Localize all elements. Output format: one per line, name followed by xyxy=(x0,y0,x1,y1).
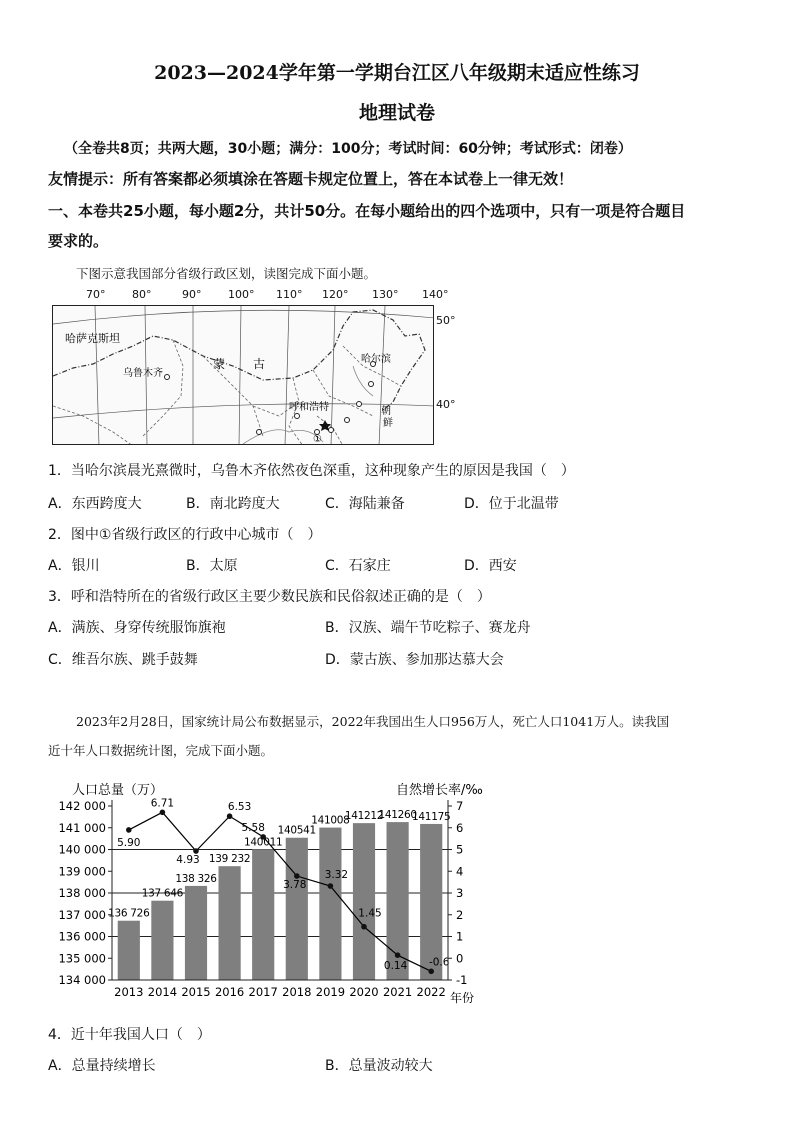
graticule xyxy=(53,306,434,445)
y-right-tick-label: 4 xyxy=(456,864,464,879)
growth-rate-label: 0.14 xyxy=(383,960,408,973)
option[interactable]: B．汉族、端午节吃粽子、赛龙舟 xyxy=(325,620,531,636)
label-marker-1: ① xyxy=(313,434,322,445)
label-mongolia-2: 古 xyxy=(253,357,266,371)
bar-value-label: 140541 xyxy=(277,824,316,837)
growth-rate-label: 5.58 xyxy=(241,821,265,834)
bar xyxy=(319,828,341,980)
longitude-labels xyxy=(86,288,449,302)
growth-rate-label: 5.90 xyxy=(117,836,141,849)
label-hohhot: 呼和浩特 xyxy=(289,402,329,413)
growth-rate-label: 4.93 xyxy=(176,854,200,867)
lat-label: 40° xyxy=(436,398,456,411)
bar-value-label: 141212 xyxy=(344,810,384,823)
x-tick-label: 2022 xyxy=(416,985,446,999)
province-borders xyxy=(53,340,401,445)
question-stem: 1．当哈尔滨晨光熹微时，乌鲁木齐依然夜色深重，这种现象产生的原因是我国（ ） xyxy=(48,463,575,479)
bar xyxy=(286,838,308,980)
option[interactable]: A．东西跨度大 xyxy=(48,496,142,512)
x-tick-label: 2018 xyxy=(282,985,312,999)
option[interactable]: B．总量波动较大 xyxy=(325,1058,433,1074)
growth-rate-label: 6.71 xyxy=(150,797,175,810)
lon-label: 120° xyxy=(322,288,349,301)
option[interactable]: C．海陆兼备 xyxy=(325,496,405,512)
exam-subject: 地理试卷 xyxy=(358,102,435,124)
map-graphic xyxy=(53,306,434,445)
option[interactable]: D．蒙古族、参加那达慕大会 xyxy=(325,652,504,668)
lon-label: 70° xyxy=(86,288,106,301)
lon-label: 110° xyxy=(276,288,303,301)
bar xyxy=(353,823,375,980)
y-left-tick-label: 138 000 xyxy=(58,886,106,900)
lon-label: 140° xyxy=(422,288,449,301)
y-right-tick-label: 2 xyxy=(456,907,464,922)
city-markers xyxy=(165,362,376,435)
x-axis-title: 年份 xyxy=(450,991,475,1005)
question-stem: 2．图中①省级行政区的行政中心城市（ ） xyxy=(48,527,322,543)
option[interactable]: C．石家庄 xyxy=(325,558,391,574)
exam-title: 2023—2024学年第一学期台江区八年级期末适应性练习 xyxy=(154,62,640,84)
growth-rate-point xyxy=(328,883,334,889)
bar-value-label: 138 326 xyxy=(175,872,217,885)
growth-rate-point xyxy=(395,952,401,958)
y-left-tick-label: 140 000 xyxy=(58,842,106,857)
bar xyxy=(219,866,241,980)
option[interactable]: C．维吾尔族、跳手鼓舞 xyxy=(48,652,198,668)
lon-label: 100° xyxy=(228,288,255,301)
x-tick-label: 2014 xyxy=(147,985,178,999)
option[interactable]: A．总量持续增长 xyxy=(48,1058,156,1074)
option[interactable]: D．位于北温带 xyxy=(464,496,559,512)
notice: 友情提示：所有答案都必须填涂在答题卡规定位置上，答在本试卷上一律无效！ xyxy=(48,170,574,188)
lon-label: 80° xyxy=(132,288,152,301)
label-urumqi: 乌鲁木齐 xyxy=(123,368,163,379)
x-tick-label: 2021 xyxy=(382,985,413,999)
chart-intro-cont: 近十年人口数据统计图，完成下面小题。 xyxy=(48,743,274,758)
label-korea-2: 鲜 xyxy=(383,418,393,429)
bar xyxy=(252,849,274,980)
y-axis-right-title: 自然增长率/‰ xyxy=(396,783,483,798)
population-chart xyxy=(44,770,494,1010)
label-mongolia-1: 蒙 xyxy=(213,357,226,371)
option[interactable]: B．南北跨度大 xyxy=(186,496,280,512)
y-right-tick-label: 0 xyxy=(456,951,464,966)
option[interactable]: D．西安 xyxy=(464,558,517,574)
lon-label: 90° xyxy=(182,288,202,301)
bar-value-label: 140011 xyxy=(244,836,283,849)
growth-rate-label: -0.6 xyxy=(428,956,450,969)
chart-svg xyxy=(44,770,494,1010)
y-left-tick-label: 137 000 xyxy=(58,907,106,922)
y-left-tick-label: 136 000 xyxy=(58,929,106,944)
label-kazakhstan: 哈萨克斯坦 xyxy=(65,332,120,345)
y-right-tick-label: 7 xyxy=(456,799,464,813)
bar-value-label: 136 726 xyxy=(108,907,150,920)
bar xyxy=(118,921,140,980)
x-tick-label: 2019 xyxy=(315,985,346,999)
province-map xyxy=(52,305,434,445)
bar-value-label: 137 646 xyxy=(141,887,184,900)
option[interactable]: A．满族、身穿传统服饰旗袍 xyxy=(48,620,226,636)
growth-rate-label: 3.32 xyxy=(324,869,349,882)
bar-value-label: 141260 xyxy=(378,809,417,822)
y-left-tick-label: 142 000 xyxy=(58,799,106,813)
y-right-tick-label: -1 xyxy=(456,973,468,987)
lon-label: 130° xyxy=(372,288,399,301)
section1-heading: 一、本卷共25小题，每小题2分，共计50分。在每小题给出的四个选项中，只有一项是符合题目 xyxy=(48,202,686,220)
growth-rate-label: 1.45 xyxy=(358,907,382,920)
growth-rate-point xyxy=(428,969,434,975)
growth-rate-point xyxy=(160,810,166,816)
bar xyxy=(185,886,207,980)
y-left-tick-label: 141 000 xyxy=(58,820,106,835)
option[interactable]: A．银川 xyxy=(48,558,100,574)
x-tick-label: 2020 xyxy=(349,985,379,999)
growth-rate-label: 3.78 xyxy=(283,879,307,892)
x-tick-label: 2013 xyxy=(114,985,144,999)
bar-value-label: 141008 xyxy=(311,814,350,827)
y-axis-left-title: 人口总量（万） xyxy=(72,783,164,798)
growth-rate-point xyxy=(126,827,132,833)
y-right-tick-label: 5 xyxy=(456,842,464,857)
x-tick-label: 2015 xyxy=(181,985,211,999)
section1-heading-cont: 要求的。 xyxy=(48,232,109,250)
y-left-tick-label: 134 000 xyxy=(58,973,106,987)
label-korea-1: 朝 xyxy=(381,406,391,417)
y-left-tick-label: 135 000 xyxy=(58,951,106,966)
y-right-tick-label: 1 xyxy=(456,929,464,944)
growth-rate-point xyxy=(193,848,199,854)
growth-rate-point xyxy=(227,813,233,819)
option[interactable]: B．太原 xyxy=(186,558,238,574)
x-tick-label: 2016 xyxy=(214,985,245,999)
growth-rate-label: 6.53 xyxy=(227,801,252,814)
bar-value-label: 139 232 xyxy=(208,853,251,866)
growth-rate-point xyxy=(361,924,367,930)
y-right-tick-label: 6 xyxy=(456,820,464,835)
y-right-tick-label: 3 xyxy=(456,886,464,900)
bar-value-label: 141175 xyxy=(412,810,451,823)
exam-info: （全卷共8页；共两大题，30小题；满分：100分；考试时间：60分钟；考试形式：闭卷） xyxy=(64,141,632,157)
question-stem: 4．近十年我国人口（ ） xyxy=(48,1027,211,1043)
growth-rate-point xyxy=(294,873,300,879)
question-stem: 3．呼和浩特所在的省级行政区主要少数民族和民俗叙述正确的是（ ） xyxy=(48,589,491,605)
x-tick-label: 2017 xyxy=(248,985,278,999)
map-intro: 下图示意我国部分省级行政区划，读图完成下面小题。 xyxy=(76,266,377,281)
bar xyxy=(151,901,173,980)
chart-intro: 2023年2月28日，国家统计局公布数据显示，2022年我国出生人口956万人，死亡人口1041万人。读我国 xyxy=(76,714,670,729)
y-left-tick-label: 139 000 xyxy=(58,864,106,879)
lat-label: 50° xyxy=(436,314,456,327)
label-harbin: 哈尔滨 xyxy=(361,354,391,365)
